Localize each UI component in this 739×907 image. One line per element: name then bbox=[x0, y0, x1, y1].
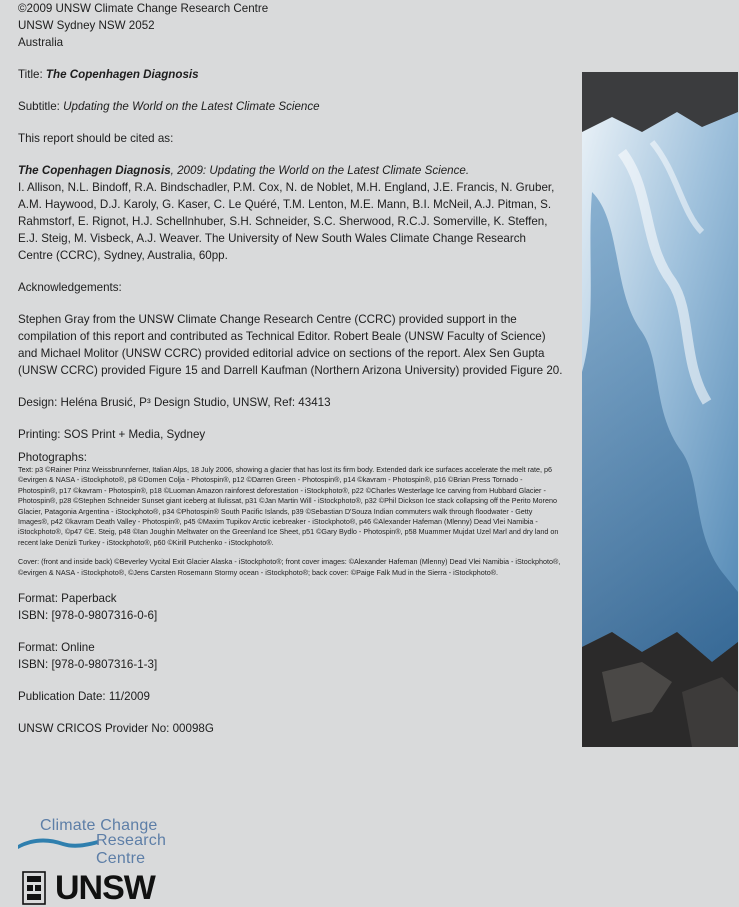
country-line: Australia bbox=[18, 36, 64, 49]
citation bbox=[18, 162, 563, 264]
acknowledgements-heading: Acknowledgements: bbox=[18, 281, 122, 294]
format-online: Format: Online bbox=[18, 641, 95, 655]
unsw-logo bbox=[22, 869, 182, 905]
wave-icon bbox=[18, 835, 98, 849]
citation-year-subtitle: , 2009: Updating the World on the Latest Climate Science. bbox=[170, 164, 470, 177]
photo-credits: Text: p3 ©Rainer Prinz Weissbrunnferner, Italian Alps, 18 July 2006, showing a glacier that has lost its firm body. Extended dark ice surfaces accelerate the melt rate, p6 ©evirgen & NASA - iStockphoto®, p8 ©Domen Colja - Photospin®, p12 ©Darren Green - Photospin®, p14 ©kavram - Photospin®, p16 ©Brian Press Tornado - Photospin®, p17 ©kavram - Photospin®, p18 ©Luoman Amazon rainforest deforestation - iStockphoto®, p22 ©Charles Westerlage Ice carving from Hubbard Glacier - Photospin®, p28 ©Stephen Schneider Sunset giant iceberg at Ilulissat, p31 ©Jan Martin Will - iStockphoto®, p32 ©Phil Dickson Ice stack collapsing off the Perito Moreno Glacier, Patagonia Argentina - iStockphoto®, p34 ©Photospin® South Pacific Islands, p39 ©Sebastian D'Souza Indian commuters walk through floodwater - Getty Images®, p42 ©kavram Death Valley - Photospin®, p45 ©Maxim Tupikov Arctic icebreaker - iStockphoto®, p46 ©Alexander Hafeman (Mlenny) Dead Vlei Namibia - iStockphoto®, ©p47 ©E. Steig, p48 ©Ian Joughin Meltwater on the Greenland Ice Sheet, p51 ©Gary Bydlo - Photospin®, p58 Muammer Mujdat Uzel Marl and dry land on recent lake Denizli Turkey - iStockphoto®, p60 ©Kirill Putchenko - iStockphoto®. bbox=[18, 465, 559, 547]
glacier-photo bbox=[582, 72, 738, 747]
printing-credit: Printing: SOS Print + Media, Sydney bbox=[18, 428, 206, 441]
address-line: UNSW Sydney NSW 2052 bbox=[18, 19, 155, 32]
design-credit: Design: Heléna Brusić, P³ Design Studio, UNSW, Ref: 43413 bbox=[18, 396, 331, 409]
publication-date: Publication Date: 11/2009 bbox=[18, 690, 150, 704]
title-line bbox=[18, 66, 563, 83]
citation-title: The Copenhagen Diagnosis bbox=[18, 164, 171, 177]
format-paperback: Format: Paperback bbox=[18, 592, 117, 606]
ccrc-logo bbox=[18, 815, 218, 867]
title-value: The Copenhagen Diagnosis bbox=[45, 68, 199, 81]
isbn-paperback: ISBN: [978-0-9807316-0-6] bbox=[18, 609, 158, 623]
crest-icon bbox=[22, 871, 46, 905]
isbn-online: ISBN: [978-0-9807316-1-3] bbox=[18, 658, 158, 672]
cite-intro: This report should be cited as: bbox=[18, 132, 174, 145]
imprint-column bbox=[18, 0, 563, 737]
cover-credits: Cover: (front and inside back) ©Beverley Vycital Exit Glacier Alaska - iStockphoto®; front cover images: ©Alexander Hafeman (Mlenny) Dead Vlei Namibia - iStockphoto®, ©evirgen & NASA - iStockphoto®, ©Jens Carsten Rosemann Stormy ocean - iStockphoto®; back cover: ©Paige Falk Mud in the Sierra - iStockphoto®. bbox=[18, 557, 561, 577]
copyright-line: ©2009 UNSW Climate Change Research Centre bbox=[18, 2, 269, 15]
ccrc-logo-line1: Climate Change bbox=[40, 817, 158, 834]
unsw-logo-word: UNSW bbox=[55, 869, 155, 907]
subtitle-value: Updating the World on the Latest Climate Science bbox=[63, 100, 320, 113]
photographs-heading: Photographs: bbox=[18, 451, 87, 464]
ccrc-logo-line2: Research Centre bbox=[96, 832, 167, 867]
subtitle-line bbox=[18, 98, 563, 115]
acknowledgements-text: Stephen Gray from the UNSW Climate Change Research Centre (CCRC) provided support in the compilation of this report and contributed as Technical Editor. Robert Beale (UNSW Faculty of Science) and Michael Molitor (UNSW CCRC) provided editorial advice on sections of the report. Alex Sen Gupta (UNSW CCRC) provided Figure 15 and Darrell Kaufman (Northern Arizona University) provided Figure 20. bbox=[18, 313, 563, 377]
subtitle-label: Subtitle: bbox=[18, 100, 64, 113]
title-label: Title: bbox=[18, 68, 46, 81]
cricos-number: UNSW CRICOS Provider No: 00098G bbox=[18, 722, 214, 736]
citation-authors: I. Allison, N.L. Bindoff, R.A. Bindschadler, P.M. Cox, N. de Noblet, M.H. England, J.E. Francis, N. Gruber, A.M. Haywood, D.J. Karoly, G. Kaser, C. Le Quéré, T.M. Lenton, M.E. Mann, B.I. McNeil, A.J. Pitman, S. Rahmstorf, E. Rignot, H.J. Schellnhuber, S.H. Schneider, S.C. Sherwood, R.C.J. Somerville, K. Steffen, E.J. Steig, M. Visbeck, A.J. Weaver. The University of New South Wales Climate Change Research Centre (CCRC), Sydney, Australia, 60pp. bbox=[18, 181, 555, 262]
